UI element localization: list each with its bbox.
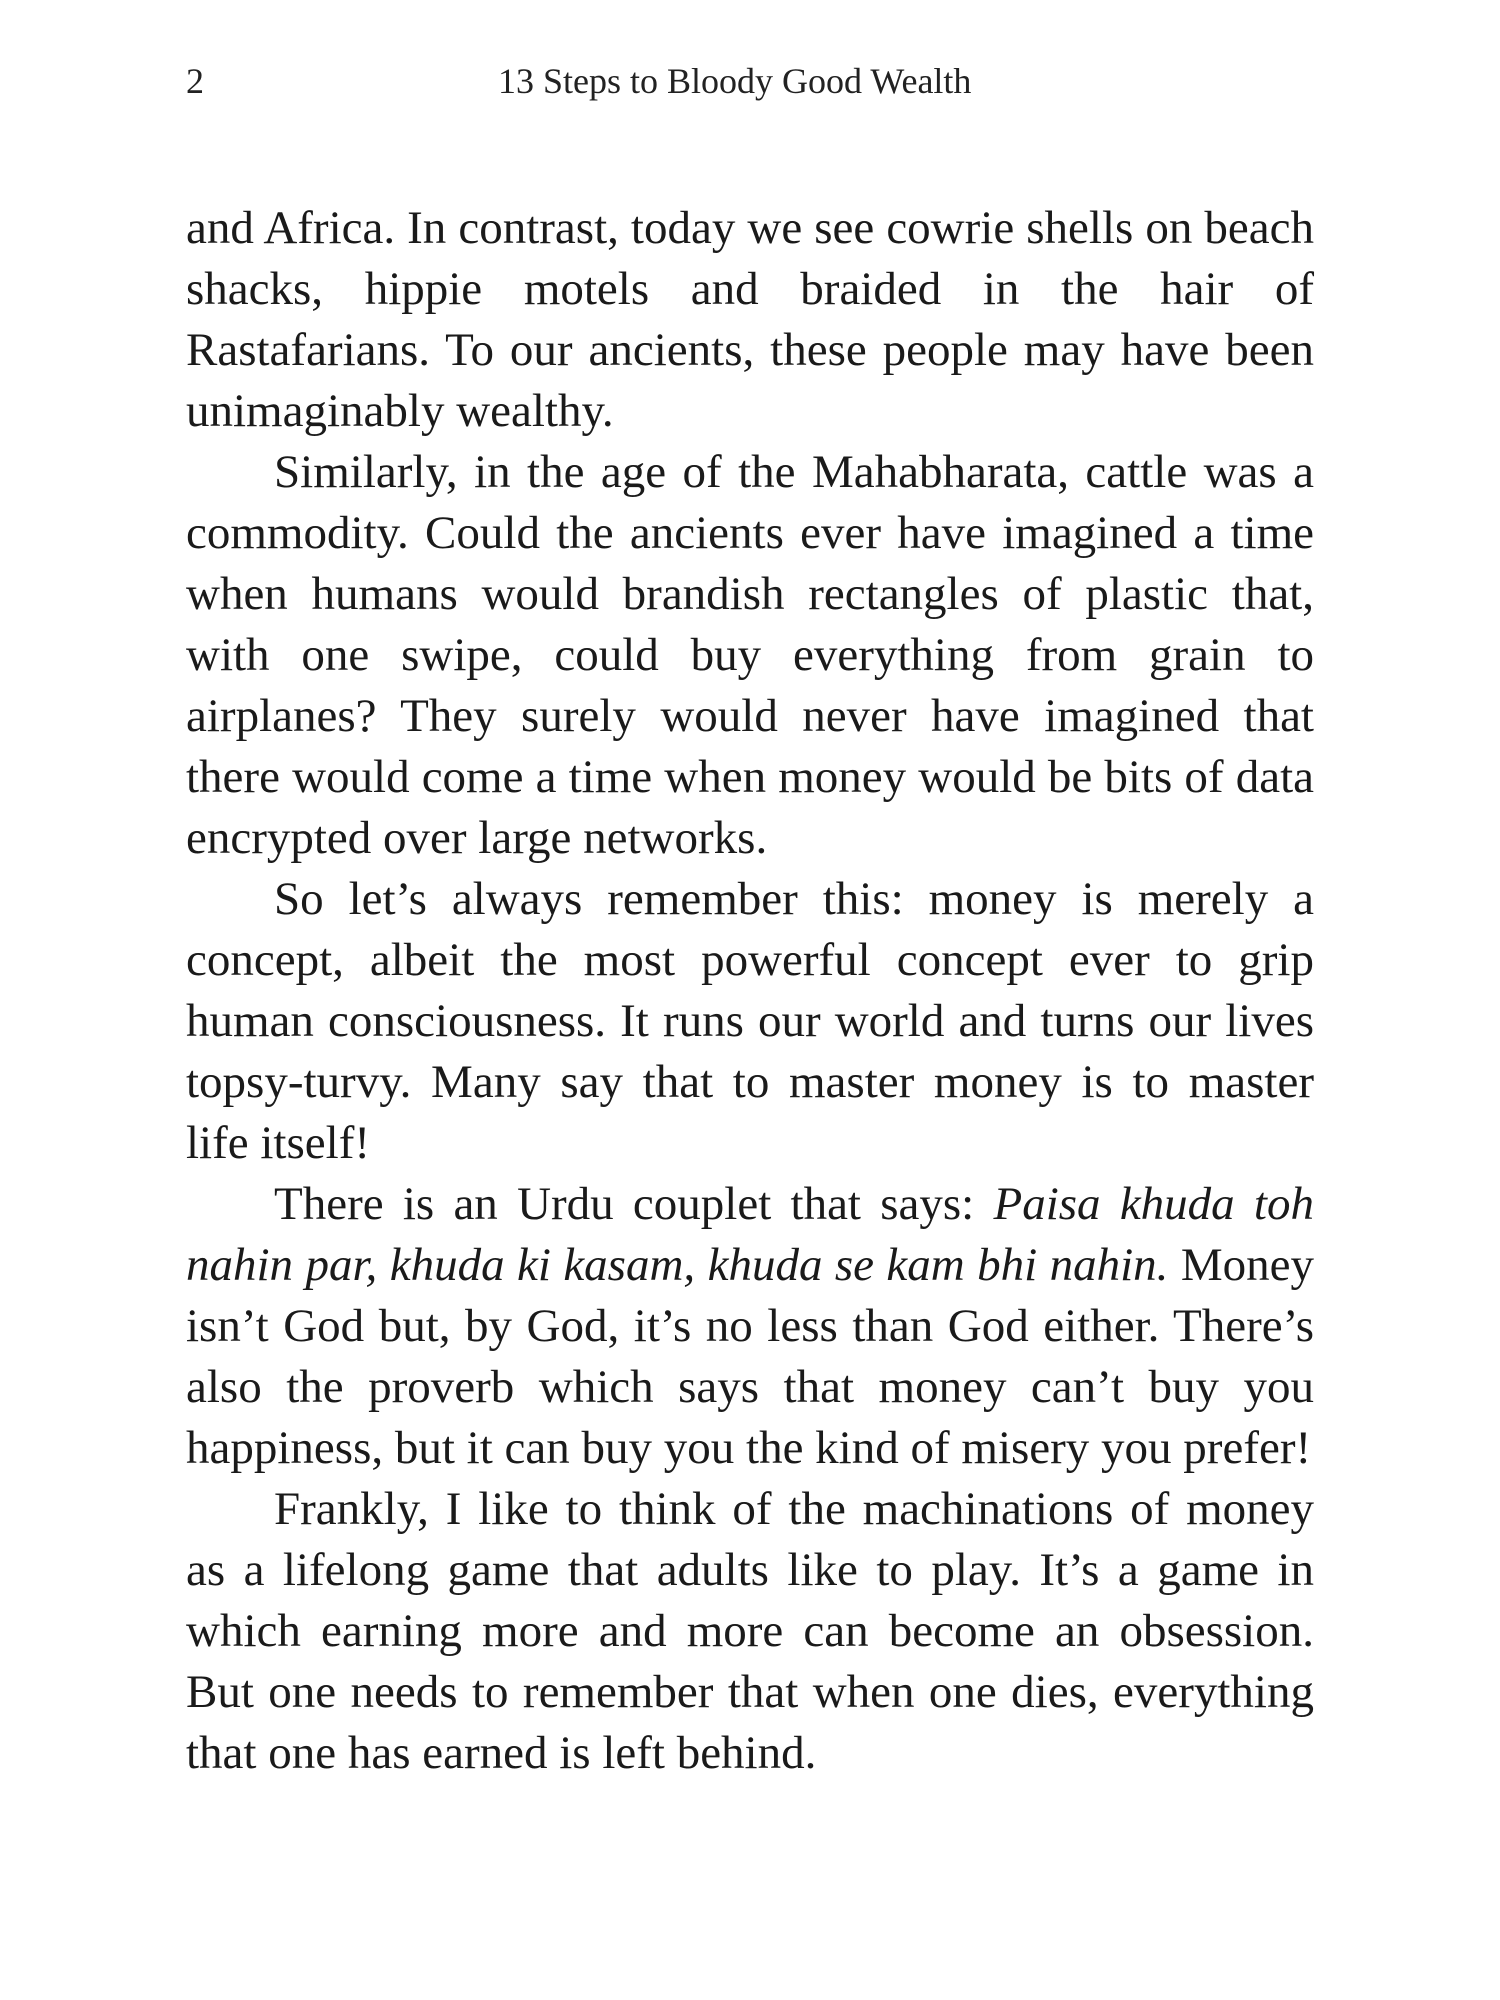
paragraph-4 — [186, 1174, 1314, 1479]
body-text — [186, 198, 1314, 1784]
running-header — [186, 56, 1314, 106]
paragraph-5: Frankly, I like to think of the machinations of money as a lifelong game that adults like to play. It’s a game in which earning more and more can become an obsession. But one needs to remember that when one dies, everything that one has earned is left behind. — [186, 1483, 1314, 1779]
running-title: 13 Steps to Bloody Good Wealth — [498, 61, 972, 101]
paragraph-2: Similarly, in the age of the Mahabharata, cattle was a commodity. Could the ancients ever have imagined a time when humans would brandish rectangles of plastic that, with one swipe, could buy everything from grain to airplanes? They surely would never have imagined that there would come a time when money would be bits of data encrypted over large networks. — [186, 446, 1314, 864]
paragraph-3: So let’s always remember this: money is merely a concept, albeit the most powerful concept ever to grip human consciousness. It runs our world and turns our lives topsy-turvy. Many say that to master money is to master life itself! — [186, 873, 1314, 1169]
paragraph-1: and Africa. In contrast, today we see cowrie shells on beach shacks, hippie motels and braided in the hair of Rastafarians. To our ancients, these people may have been unimaginably wealthy. — [186, 202, 1314, 437]
urdu-couplet: Paisa khuda toh nahin par, khuda ki kasam, khuda se kam bhi nahin. — [186, 1178, 1314, 1291]
paragraph-4-rest: Money isn’t God but, by God, it’s no less than God either. There’s also the proverb which says that money can’t buy you happiness, but it can buy you the kind of misery you prefer! — [186, 1239, 1314, 1474]
page-number: 2 — [186, 61, 204, 101]
paragraph-4-intro: There is an Urdu couplet that says: — [274, 1178, 994, 1230]
